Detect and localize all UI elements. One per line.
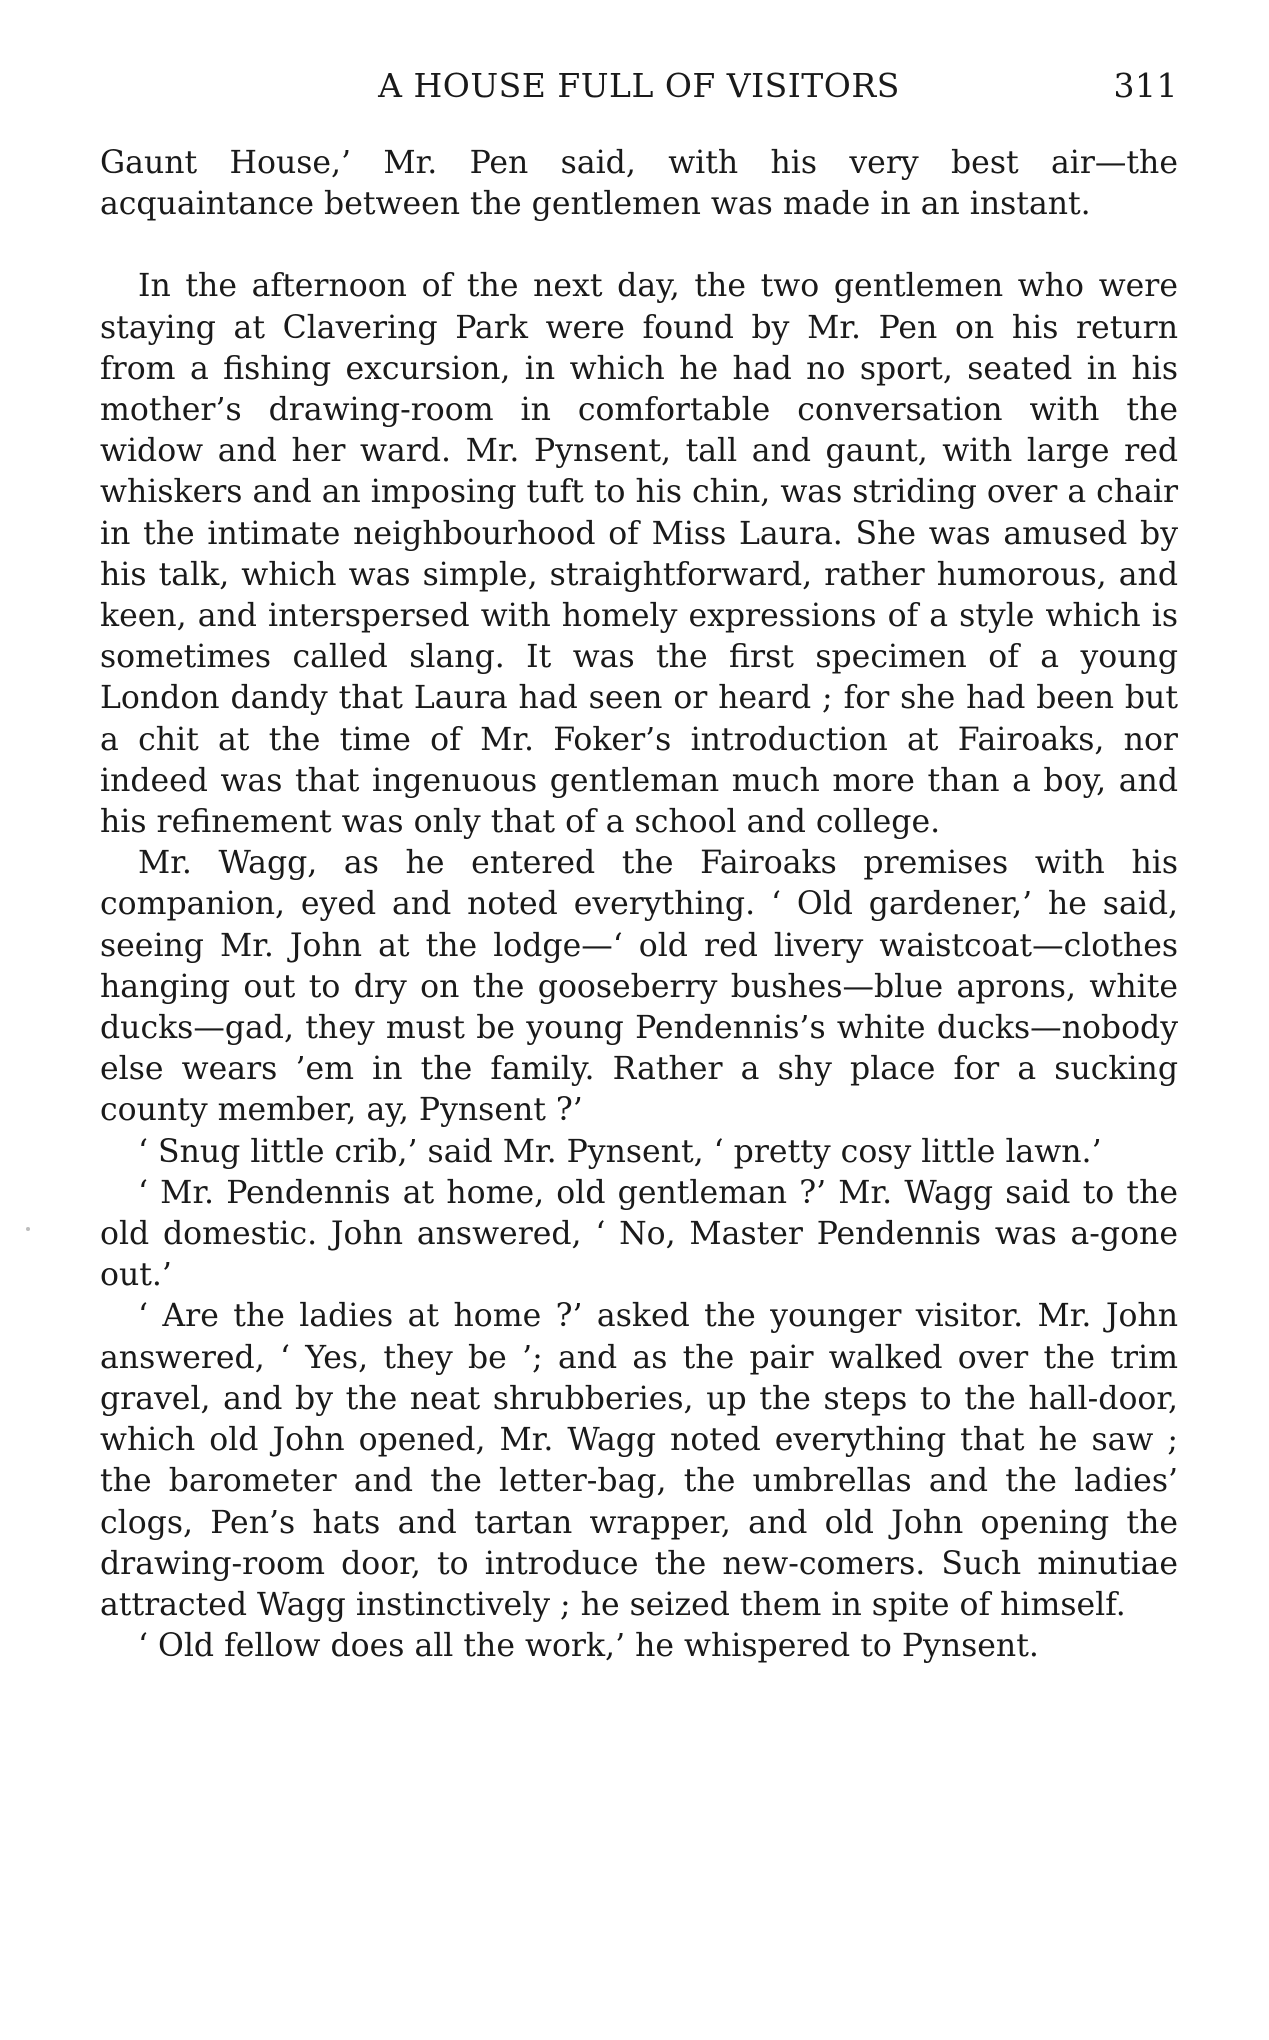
paragraph: ‘ Snug little crib,’ said Mr. Pynsent, ‘ pretty cosy little lawn.’ xyxy=(138,1133,1102,1170)
paragraph: Gaunt House,’ Mr. Pen said, with his very best air—the acquaintance between the gentlemen was made in an instant. xyxy=(100,145,1178,223)
margin-dot xyxy=(26,1227,30,1231)
running-head xyxy=(100,66,1178,110)
paragraph: ‘ Are the ladies at home ?’ asked the younger visitor. Mr. John answered, ‘ Yes, they be ’; and as the pair walked over the trim gravel, and by the neat shrubberies, up the steps to the hall-door, which old John opened, Mr. Wagg noted everything that he saw ; the barometer and the letter-bag, the umbrellas and the ladies’ clogs, Pen’s hats and tartan wrapper, and old John opening the drawing-room door, to introduce the new-comers. Such minutiae attracted Wagg instinctively ; he seized them in spite of himself. xyxy=(100,1298,1178,1623)
body-text xyxy=(100,143,1178,1667)
book-page xyxy=(100,0,1178,2040)
paragraph: ‘ Mr. Pendennis at home, old gentleman ?’ Mr. Wagg said to the old domestic. John answered, ‘ No, Master Pendennis was a-gone out.’ xyxy=(100,1174,1178,1294)
paragraph: Mr. Wagg, as he entered the Fairoaks premises with his companion, eyed and noted everything. ‘ Old gardener,’ he said, seeing Mr. John at the lodge—‘ old red livery waistcoat—clothes hanging out to dry on the gooseberry bushes—blue aprons, white ducks—gad, they must be young Pendennis’s white ducks—nobody else wears ’em in the family. Rather a shy place for a sucking county member, ay, Pynsent ?’ xyxy=(100,845,1178,1129)
paragraph: In the afternoon of the next day, the two gentlemen who were staying at Clavering Park were found by Mr. Pen on his return from a fishing excursion, in which he had no sport, seated in his mother’s drawing-room in comfortable conversation with the widow and her ward. Mr. Pynsent, tall and gaunt, with large red whiskers and an imposing tuft to his chin, was striding over a chair in the intimate neighbourhood of Miss Laura. She was amused by his talk, which was simple, straightforward, rather humorous, and keen, and interspersed with homely expressions of a style which is sometimes called slang. It was the first specimen of a young London dandy that Laura had seen or heard ; for she had been but a chit at the time of Mr. Foker’s introduction at Fairoaks, nor indeed was that ingenuous gentleman much more than a boy, and his refinement was only that of a school and college. xyxy=(100,268,1179,841)
page-number: 311 xyxy=(1113,66,1178,105)
chapter-title: A HOUSE FULL OF VISITORS xyxy=(378,66,900,105)
paragraph: ‘ Old fellow does all the work,’ he whispered to Pynsent. xyxy=(138,1628,1039,1665)
